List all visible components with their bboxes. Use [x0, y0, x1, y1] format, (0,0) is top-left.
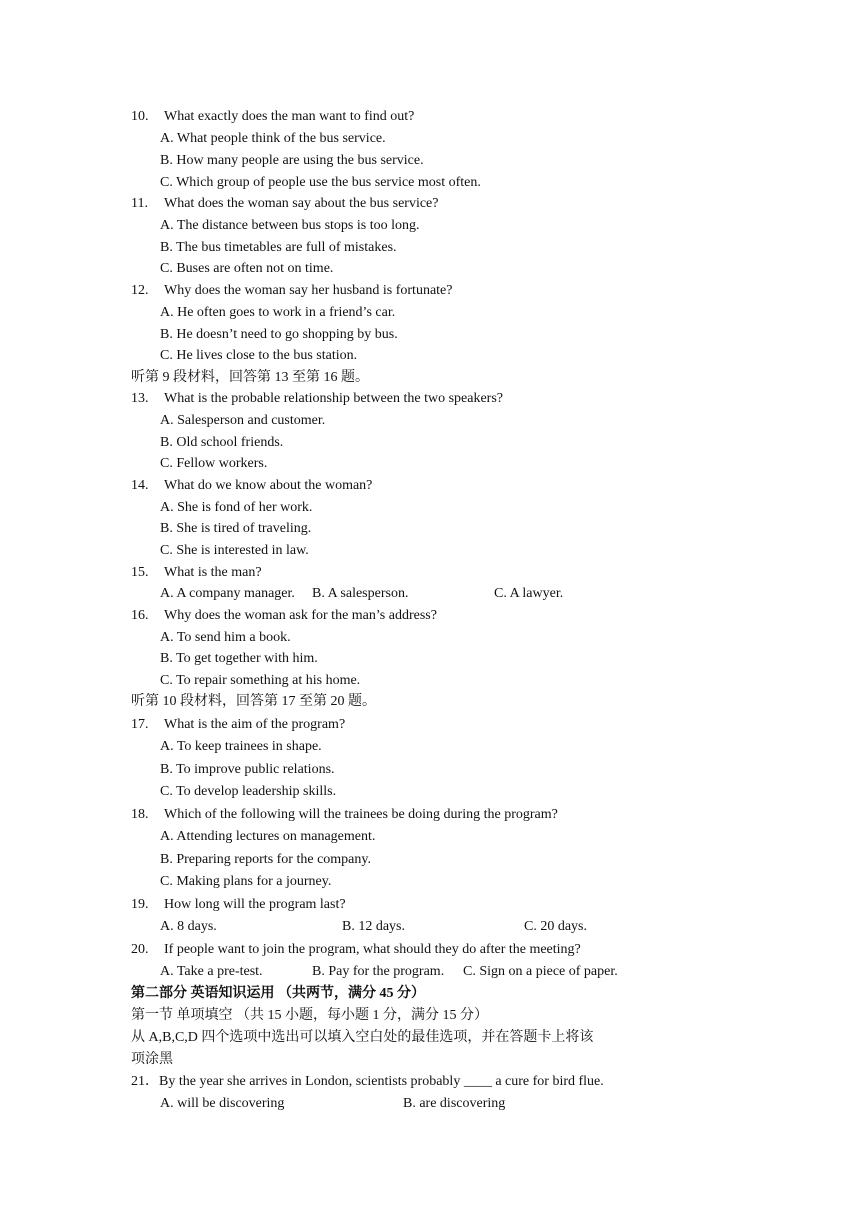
- question-12: 12. Why does the woman say her husband is fortunate?: [131, 283, 453, 298]
- option-12a: A. He often goes to work in a friend’s car.: [160, 305, 396, 320]
- option-15a: A. A company manager.: [160, 586, 295, 601]
- option-18c: C. Making plans for a journey.: [160, 874, 332, 889]
- question-10: 10. What exactly does the man want to find out?: [131, 109, 415, 124]
- question-16: 16. Why does the woman ask for the man’s address?: [131, 608, 437, 623]
- question-17: 17. What is the aim of the program?: [131, 717, 346, 732]
- instruction-line-2: 项涂黑: [131, 1052, 173, 1067]
- question-13: 13. What is the probable relationship between the two speakers?: [131, 391, 503, 406]
- option-16a: A. To send him a book.: [160, 630, 291, 645]
- section1-heading: 第一节 单项填空 （共 15 小题，每小题 1 分，满分 15 分）: [131, 1008, 488, 1023]
- option-17b: B. To improve public relations.: [160, 762, 335, 777]
- option-11c: C. Buses are often not on time.: [160, 261, 334, 276]
- option-19c: C. 20 days.: [524, 919, 587, 934]
- question-18: 18. Which of the following will the trainees be doing during the program?: [131, 807, 558, 822]
- option-14b: B. She is tired of traveling.: [160, 521, 312, 536]
- option-17a: A. To keep trainees in shape.: [160, 739, 322, 754]
- option-20c: C. Sign on a piece of paper.: [463, 964, 618, 979]
- material-10-instruction: 听第 10 段材料，回答第 17 至第 20 题。: [131, 694, 376, 709]
- option-21b: B. are discovering: [403, 1096, 506, 1111]
- option-11a: A. The distance between bus stops is too long.: [160, 218, 420, 233]
- option-18b: B. Preparing reports for the company.: [160, 852, 371, 867]
- option-16c: C. To repair something at his home.: [160, 673, 361, 688]
- option-10b: B. How many people are using the bus service.: [160, 153, 424, 168]
- question-19: 19. How long will the program last?: [131, 897, 346, 912]
- option-13c: C. Fellow workers.: [160, 456, 268, 471]
- option-12c: C. He lives close to the bus station.: [160, 348, 358, 363]
- question-15: 15. What is the man?: [131, 565, 262, 580]
- option-15c: C. A lawyer.: [494, 586, 564, 601]
- option-11b: B. The bus timetables are full of mistakes.: [160, 240, 397, 255]
- option-12b: B. He doesn’t need to go shopping by bus.: [160, 327, 398, 342]
- option-13b: B. Old school friends.: [160, 435, 284, 450]
- question-14: 14. What do we know about the woman?: [131, 478, 373, 493]
- option-20b: B. Pay for the program.: [312, 964, 445, 979]
- option-14c: C. She is interested in law.: [160, 543, 309, 558]
- option-19b: B. 12 days.: [342, 919, 405, 934]
- option-13a: A. Salesperson and customer.: [160, 413, 326, 428]
- option-17c: C. To develop leadership skills.: [160, 784, 337, 799]
- question-21: 21．By the year she arrives in London, scientists probably ____ a cure for bird flue.: [131, 1074, 604, 1089]
- option-15b: B. A salesperson.: [312, 586, 409, 601]
- option-16b: B. To get together with him.: [160, 651, 318, 666]
- option-10a: A. What people think of the bus service.: [160, 131, 386, 146]
- option-14a: A. She is fond of her work.: [160, 500, 313, 515]
- question-20: 20. If people want to join the program, what should they do after the meeting?: [131, 942, 581, 957]
- option-10c: C. Which group of people use the bus service most often.: [160, 175, 481, 190]
- part2-heading: 第二部分 英语知识运用 （共两节，满分 45 分）: [131, 986, 425, 1001]
- option-19a: A. 8 days.: [160, 919, 217, 934]
- option-20a: A. Take a pre-test.: [160, 964, 263, 979]
- material-9-instruction: 听第 9 段材料，回答第 13 至第 16 题。: [131, 370, 369, 385]
- option-18a: A. Attending lectures on management.: [160, 829, 376, 844]
- question-11: 11. What does the woman say about the bus service?: [131, 196, 439, 211]
- option-21a: A. will be discovering: [160, 1096, 285, 1111]
- instruction-line-1: 从 A,B,C,D 四个选项中选出可以填入空白处的最佳选项，并在答题卡上将该: [131, 1030, 594, 1045]
